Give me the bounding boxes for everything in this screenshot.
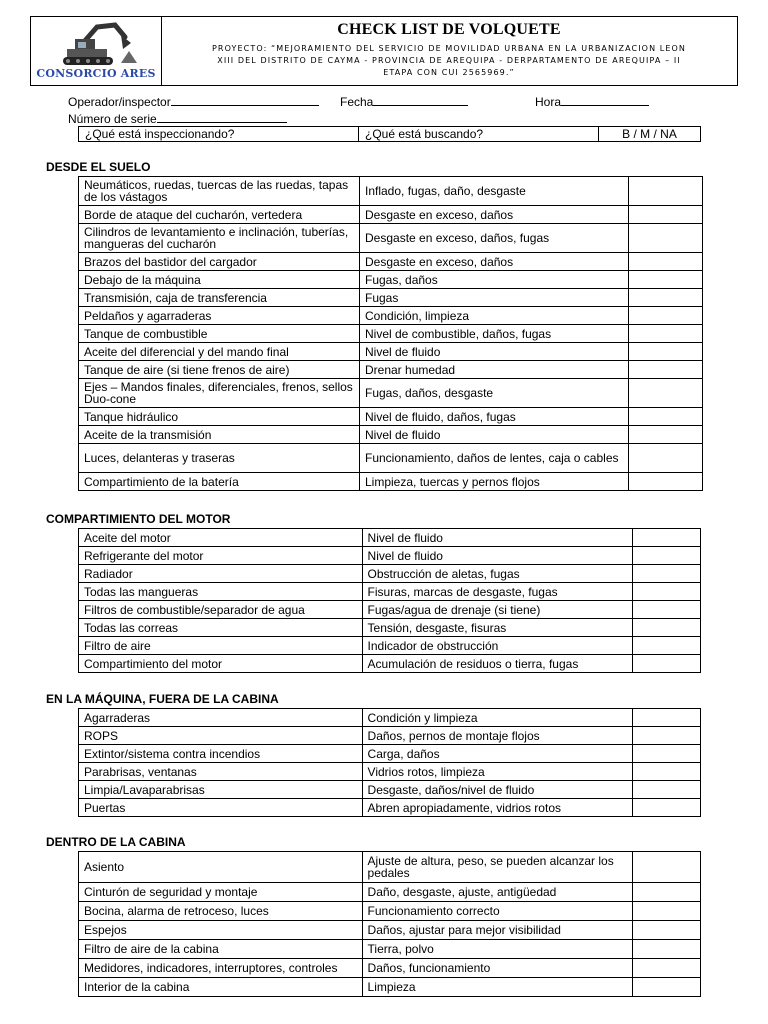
item-cell: Espejos bbox=[79, 921, 363, 940]
checklist-table bbox=[78, 528, 701, 673]
rating-cell[interactable] bbox=[629, 271, 703, 289]
project-line: XIII DEL DISTRITO DE CAYMA - PROVINCIA DE AREQUIPA - DERPARTAMENTO DE AREQUIPA – II bbox=[217, 56, 681, 65]
item-cell: Puertas bbox=[79, 799, 363, 817]
serial-input-line[interactable] bbox=[157, 111, 287, 123]
checklist-table bbox=[78, 708, 701, 817]
rating-cell[interactable] bbox=[629, 206, 703, 224]
table-row bbox=[79, 583, 701, 601]
operator-label: Operador/inspector bbox=[68, 95, 171, 109]
table-row bbox=[79, 444, 703, 473]
table-row bbox=[79, 206, 703, 224]
item-cell: Todas las mangueras bbox=[79, 583, 363, 601]
section-title: EN LA MÁQUINA, FUERA DE LA CABINA bbox=[46, 692, 279, 706]
check-cell: Daños, funcionamiento bbox=[362, 959, 632, 978]
check-cell: Desgaste en exceso, daños bbox=[360, 253, 629, 271]
rating-cell[interactable] bbox=[629, 325, 703, 343]
check-cell: Nivel de fluido bbox=[360, 343, 629, 361]
rating-cell[interactable] bbox=[629, 444, 703, 473]
rating-cell[interactable] bbox=[632, 921, 700, 940]
table-row bbox=[79, 637, 701, 655]
table-row bbox=[79, 709, 701, 727]
table-row bbox=[79, 361, 703, 379]
item-cell: Borde de ataque del cucharón, vertedera bbox=[79, 206, 360, 224]
page-title: CHECK LIST DE VOLQUETE bbox=[337, 21, 561, 38]
item-cell: Aceite del diferencial y del mando final bbox=[79, 343, 360, 361]
table-row bbox=[79, 902, 701, 921]
table-row bbox=[79, 745, 701, 763]
rating-cell[interactable] bbox=[632, 583, 700, 601]
rating-cell[interactable] bbox=[632, 978, 700, 997]
table-row bbox=[79, 271, 703, 289]
time-input-line[interactable] bbox=[561, 94, 649, 106]
rating-cell[interactable] bbox=[629, 426, 703, 444]
rating-cell[interactable] bbox=[632, 637, 700, 655]
item-cell: Refrigerante del motor bbox=[79, 547, 363, 565]
table-row bbox=[79, 379, 703, 408]
check-cell: Nivel de combustible, daños, fugas bbox=[360, 325, 629, 343]
item-cell: Cilindros de levantamiento e inclinación, tuberías, mangueras del cucharón bbox=[79, 224, 360, 253]
rating-cell[interactable] bbox=[632, 852, 700, 883]
checklist-table bbox=[78, 176, 703, 491]
item-cell: Filtro de aire bbox=[79, 637, 363, 655]
logo-text: CONSORCIO ARES bbox=[36, 67, 156, 80]
rating-cell[interactable] bbox=[629, 473, 703, 491]
check-cell: Daños, pernos de montaje flojos bbox=[362, 727, 632, 745]
table-row bbox=[79, 307, 703, 325]
section-title: COMPARTIMIENTO DEL MOTOR bbox=[46, 512, 231, 526]
item-cell: Peldaños y agarraderas bbox=[79, 307, 360, 325]
rating-cell[interactable] bbox=[632, 529, 700, 547]
check-cell: Drenar humedad bbox=[360, 361, 629, 379]
check-cell: Carga, daños bbox=[362, 745, 632, 763]
table-row bbox=[79, 601, 701, 619]
table-row bbox=[79, 799, 701, 817]
table-row bbox=[79, 852, 701, 883]
date-input-line[interactable] bbox=[373, 94, 468, 106]
rating-cell[interactable] bbox=[632, 709, 700, 727]
operator-field bbox=[68, 94, 319, 109]
check-cell: Nivel de fluido bbox=[362, 547, 632, 565]
rating-cell[interactable] bbox=[629, 253, 703, 271]
item-cell: Luces, delanteras y traseras bbox=[79, 444, 360, 473]
table-row bbox=[79, 781, 701, 799]
item-cell: Debajo de la máquina bbox=[79, 271, 360, 289]
check-cell: Condición y limpieza bbox=[362, 709, 632, 727]
rating-cell[interactable] bbox=[632, 655, 700, 673]
check-cell: Nivel de fluido, daños, fugas bbox=[360, 408, 629, 426]
excavator-logo-icon bbox=[53, 21, 139, 67]
check-cell: Vidrios rotos, limpieza bbox=[362, 763, 632, 781]
item-cell: Ejes – Mandos finales, diferenciales, frenos, sellos Duo-cone bbox=[79, 379, 360, 408]
rating-cell[interactable] bbox=[632, 902, 700, 921]
check-cell: Desgaste, daños/nivel de fluido bbox=[362, 781, 632, 799]
table-row bbox=[79, 978, 701, 997]
table-row bbox=[79, 325, 703, 343]
rating-cell[interactable] bbox=[632, 565, 700, 583]
item-cell: Extintor/sistema contra incendios bbox=[79, 745, 363, 763]
date-label: Fecha bbox=[340, 95, 374, 109]
check-cell: Fugas bbox=[360, 289, 629, 307]
column-header-rating: B / M / NA bbox=[622, 127, 677, 141]
item-cell: Interior de la cabina bbox=[79, 978, 363, 997]
rating-cell[interactable] bbox=[632, 727, 700, 745]
rating-cell[interactable] bbox=[629, 307, 703, 325]
check-cell: Desgaste en exceso, daños bbox=[360, 206, 629, 224]
serial-label: Número de serie bbox=[68, 112, 157, 126]
table-row bbox=[79, 619, 701, 637]
rating-cell[interactable] bbox=[629, 177, 703, 206]
document-header bbox=[30, 16, 738, 86]
item-cell: Compartimiento del motor bbox=[79, 655, 363, 673]
item-cell: Asiento bbox=[79, 852, 363, 883]
table-row bbox=[79, 177, 703, 206]
rating-cell[interactable] bbox=[632, 547, 700, 565]
rating-cell[interactable] bbox=[632, 940, 700, 959]
check-cell: Ajuste de altura, peso, se pueden alcanzar los pedales bbox=[362, 852, 632, 883]
item-cell: Todas las correas bbox=[79, 619, 363, 637]
rating-cell[interactable] bbox=[632, 799, 700, 817]
check-cell: Fisuras, marcas de desgaste, fugas bbox=[362, 583, 632, 601]
check-cell: Funcionamiento correcto bbox=[362, 902, 632, 921]
check-cell: Abren apropiadamente, vidrios rotos bbox=[362, 799, 632, 817]
check-cell: Fugas/agua de drenaje (si tiene) bbox=[362, 601, 632, 619]
rating-cell[interactable] bbox=[632, 745, 700, 763]
item-cell: Aceite de la transmisión bbox=[79, 426, 360, 444]
check-cell: Fugas, daños, desgaste bbox=[360, 379, 629, 408]
check-cell: Desgaste en exceso, daños, fugas bbox=[360, 224, 629, 253]
project-line: ETAPA CON CUI 2565969.” bbox=[383, 68, 515, 77]
column-header-what: ¿Qué está inspeccionando? bbox=[79, 127, 359, 141]
check-cell: Condición, limpieza bbox=[360, 307, 629, 325]
serial-field bbox=[68, 111, 287, 126]
item-cell: Neumáticos, ruedas, tuercas de las ruedas, tapas de los vástagos bbox=[79, 177, 360, 206]
table-row bbox=[79, 224, 703, 253]
check-cell: Limpieza bbox=[362, 978, 632, 997]
section-title: DENTRO DE LA CABINA bbox=[46, 835, 186, 849]
table-row bbox=[79, 408, 703, 426]
item-cell: Limpia/Lavaparabrisas bbox=[79, 781, 363, 799]
table-row bbox=[79, 763, 701, 781]
date-field bbox=[340, 94, 468, 109]
rating-cell[interactable] bbox=[629, 224, 703, 253]
table-row bbox=[79, 655, 701, 673]
table-row bbox=[79, 343, 703, 361]
table-row bbox=[79, 473, 703, 491]
check-cell: Tensión, desgaste, fisuras bbox=[362, 619, 632, 637]
table-row bbox=[79, 529, 701, 547]
rating-cell[interactable] bbox=[632, 781, 700, 799]
rating-cell[interactable] bbox=[632, 883, 700, 902]
check-cell: Funcionamiento, daños de lentes, caja o cables bbox=[360, 444, 629, 473]
check-cell: Daños, ajustar para mejor visibilidad bbox=[362, 921, 632, 940]
column-header-look: ¿Qué está buscando? bbox=[359, 127, 599, 141]
item-cell: Tanque hidráulico bbox=[79, 408, 360, 426]
checklist-table bbox=[78, 851, 701, 997]
item-cell: Agarraderas bbox=[79, 709, 363, 727]
item-cell: ROPS bbox=[79, 727, 363, 745]
table-row bbox=[79, 940, 701, 959]
check-cell: Obstrucción de aletas, fugas bbox=[362, 565, 632, 583]
check-cell: Nivel de fluido bbox=[362, 529, 632, 547]
table-row bbox=[79, 921, 701, 940]
item-cell: Tanque de combustible bbox=[79, 325, 360, 343]
rating-cell[interactable] bbox=[629, 289, 703, 307]
item-cell: Filtro de aire de la cabina bbox=[79, 940, 363, 959]
item-cell: Parabrisas, ventanas bbox=[79, 763, 363, 781]
rating-cell[interactable] bbox=[632, 619, 700, 637]
rating-cell[interactable] bbox=[629, 361, 703, 379]
item-cell: Brazos del bastidor del cargador bbox=[79, 253, 360, 271]
check-cell: Fugas, daños bbox=[360, 271, 629, 289]
item-cell: Radiador bbox=[79, 565, 363, 583]
item-cell: Tanque de aire (si tiene frenos de aire) bbox=[79, 361, 360, 379]
rating-cell[interactable] bbox=[632, 959, 700, 978]
table-row bbox=[79, 426, 703, 444]
time-label: Hora bbox=[535, 95, 562, 109]
table-row bbox=[79, 253, 703, 271]
column-headers bbox=[78, 126, 701, 142]
check-cell: Nivel de fluido bbox=[360, 426, 629, 444]
table-row bbox=[79, 565, 701, 583]
table-row bbox=[79, 289, 703, 307]
project-description bbox=[165, 43, 733, 79]
project-line: PROYECTO: “MEJORAMIENTO DEL SERVICIO DE MOVILIDAD URBANA EN LA URBANIZACION LEON bbox=[212, 44, 686, 53]
table-row bbox=[79, 547, 701, 565]
item-cell: Medidores, indicadores, interruptores, controles bbox=[79, 959, 363, 978]
table-row bbox=[79, 883, 701, 902]
check-cell: Tierra, polvo bbox=[362, 940, 632, 959]
check-cell: Inflado, fugas, daño, desgaste bbox=[360, 177, 629, 206]
rating-cell[interactable] bbox=[632, 601, 700, 619]
rating-cell[interactable] bbox=[629, 379, 703, 408]
section-title: DESDE EL SUELO bbox=[46, 160, 151, 174]
item-cell: Transmisión, caja de transferencia bbox=[79, 289, 360, 307]
item-cell: Compartimiento de la batería bbox=[79, 473, 360, 491]
time-field bbox=[535, 94, 649, 109]
item-cell: Cinturón de seguridad y montaje bbox=[79, 883, 363, 902]
check-cell: Indicador de obstrucción bbox=[362, 637, 632, 655]
rating-cell[interactable] bbox=[629, 408, 703, 426]
check-cell: Limpieza, tuercas y pernos flojos bbox=[360, 473, 629, 491]
company-logo bbox=[31, 17, 162, 85]
rating-cell[interactable] bbox=[629, 343, 703, 361]
item-cell: Aceite del motor bbox=[79, 529, 363, 547]
rating-cell[interactable] bbox=[632, 763, 700, 781]
item-cell: Bocina, alarma de retroceso, luces bbox=[79, 902, 363, 921]
table-row bbox=[79, 959, 701, 978]
table-row bbox=[79, 727, 701, 745]
check-cell: Daño, desgaste, ajuste, antigüedad bbox=[362, 883, 632, 902]
operator-input-line[interactable] bbox=[171, 94, 319, 106]
check-cell: Acumulación de residuos o tierra, fugas bbox=[362, 655, 632, 673]
item-cell: Filtros de combustible/separador de agua bbox=[79, 601, 363, 619]
